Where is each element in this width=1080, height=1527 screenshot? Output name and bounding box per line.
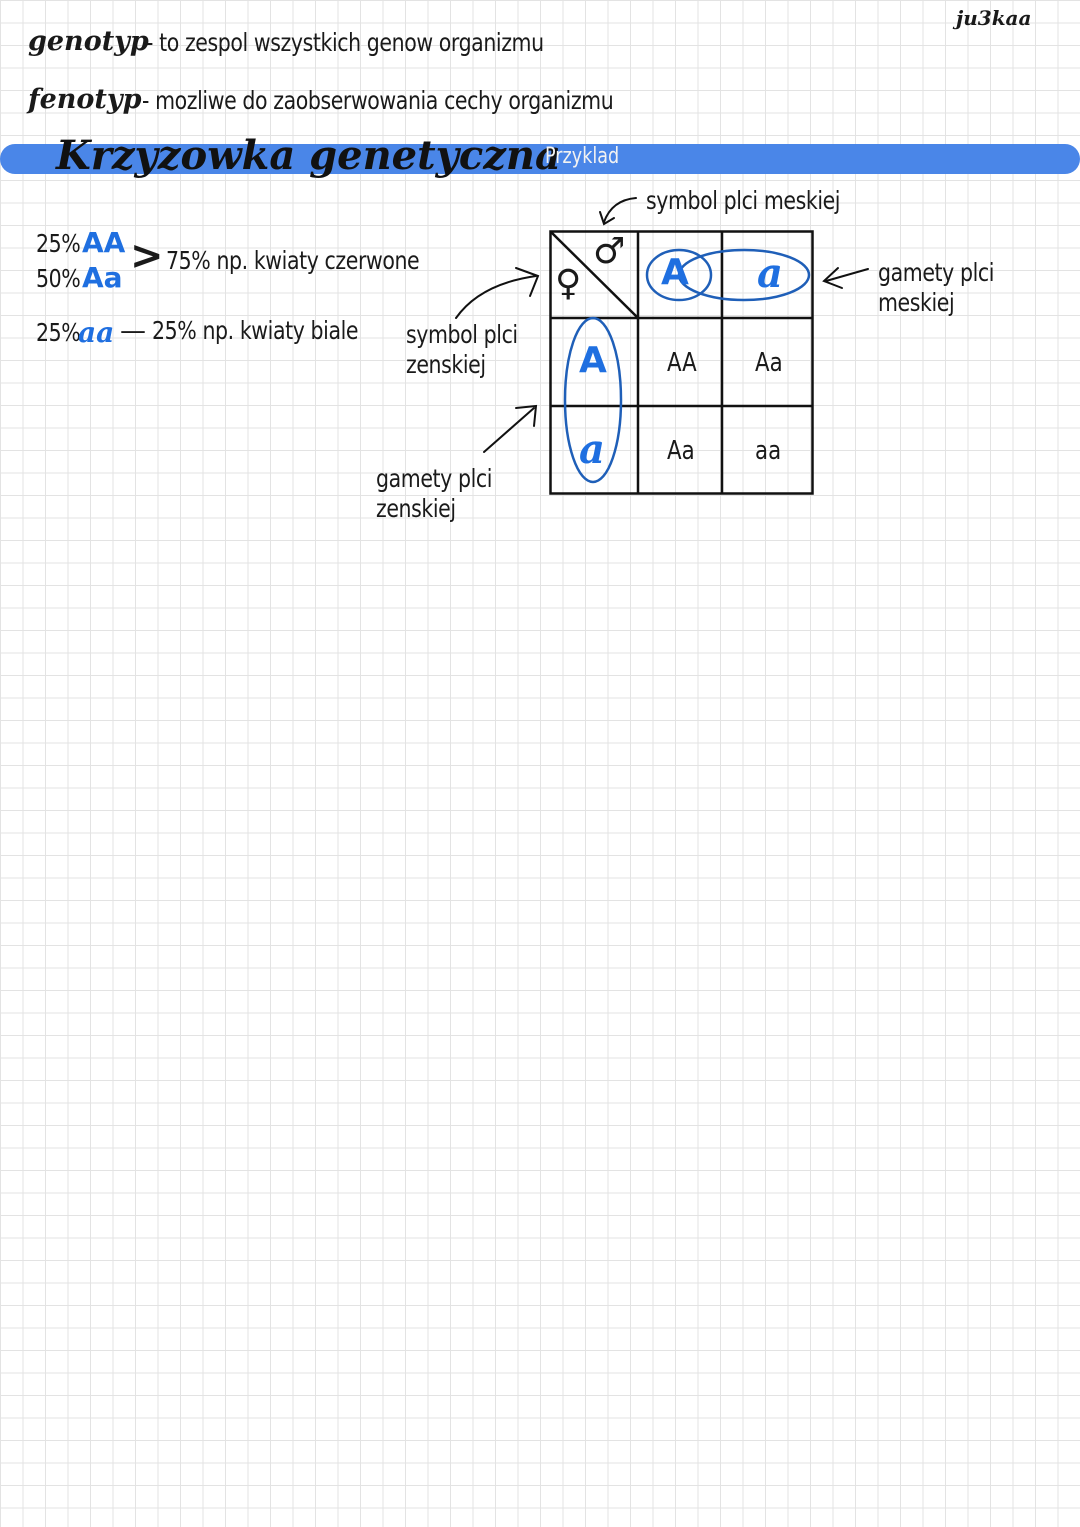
male-gamete-a-recessive: a xyxy=(757,250,783,297)
female-gametes-label-line2: zenskiej xyxy=(376,494,456,523)
cell-AA: AA xyxy=(667,348,697,378)
example-tag: Przyklad xyxy=(545,144,620,169)
definition-phenotype-text: - mozliwe do zaobserwowania cechy organizmu xyxy=(142,86,614,115)
arrow-to-male-gametes xyxy=(826,269,868,281)
ratio-red-flowers: 75% np. kwiaty czerwone xyxy=(166,246,420,275)
male-symbol-label: symbol plci meskiej xyxy=(646,186,841,215)
male-gametes-label-line2: meskiej xyxy=(878,288,955,317)
female-gamete-a-recessive: a xyxy=(579,426,605,473)
term-genotype: genotyp xyxy=(28,26,149,57)
female-gametes-label-line1: gamety plci xyxy=(376,464,493,493)
ratio-dash: — xyxy=(120,316,146,346)
definition-genotype-text: - to zespol wszystkich genow organizmu xyxy=(146,28,544,57)
male-symbol: ♂ xyxy=(593,231,626,272)
ratio-aa-hetero-genotype: Aa xyxy=(82,261,123,294)
female-symbol-label-line1: symbol plci xyxy=(406,320,518,349)
cell-Aa-bottom: Aa xyxy=(667,436,695,466)
brace-symbol: > xyxy=(130,233,164,279)
male-gametes-label-line1: gamety plci xyxy=(878,258,995,287)
male-gamete-a-dominant: A xyxy=(661,252,689,293)
ratio-aa-hetero-pct: 50% xyxy=(36,264,81,293)
ratio-recessive-pct: 25% xyxy=(36,318,81,347)
cell-aa: aa xyxy=(755,436,782,466)
ratio-aa-dominant-genotype: AA xyxy=(82,226,126,259)
ratio-recessive-genotype: aa xyxy=(78,316,115,349)
punnett-square xyxy=(549,230,815,496)
term-phenotype: fenotyp xyxy=(28,84,142,115)
annotation-arrows xyxy=(0,0,1080,600)
female-gamete-a-dominant: A xyxy=(579,340,607,381)
arrow-to-female-gametes xyxy=(484,408,534,452)
section-title: Krzyzowka genetyczna xyxy=(56,132,561,179)
arrow-to-female-symbol xyxy=(456,276,536,318)
ratio-white-flowers: 25% np. kwiaty biale xyxy=(152,316,359,345)
male-gametes-oval xyxy=(679,250,809,300)
ratio-aa-dominant-pct: 25% xyxy=(36,229,81,258)
signature: ju3kaa xyxy=(956,6,1032,30)
arrow-to-male-symbol xyxy=(604,198,636,222)
female-symbol-label-line2: zenskiej xyxy=(406,350,486,379)
cell-Aa-top: Aa xyxy=(755,348,783,378)
female-symbol: ♀ xyxy=(555,263,582,304)
